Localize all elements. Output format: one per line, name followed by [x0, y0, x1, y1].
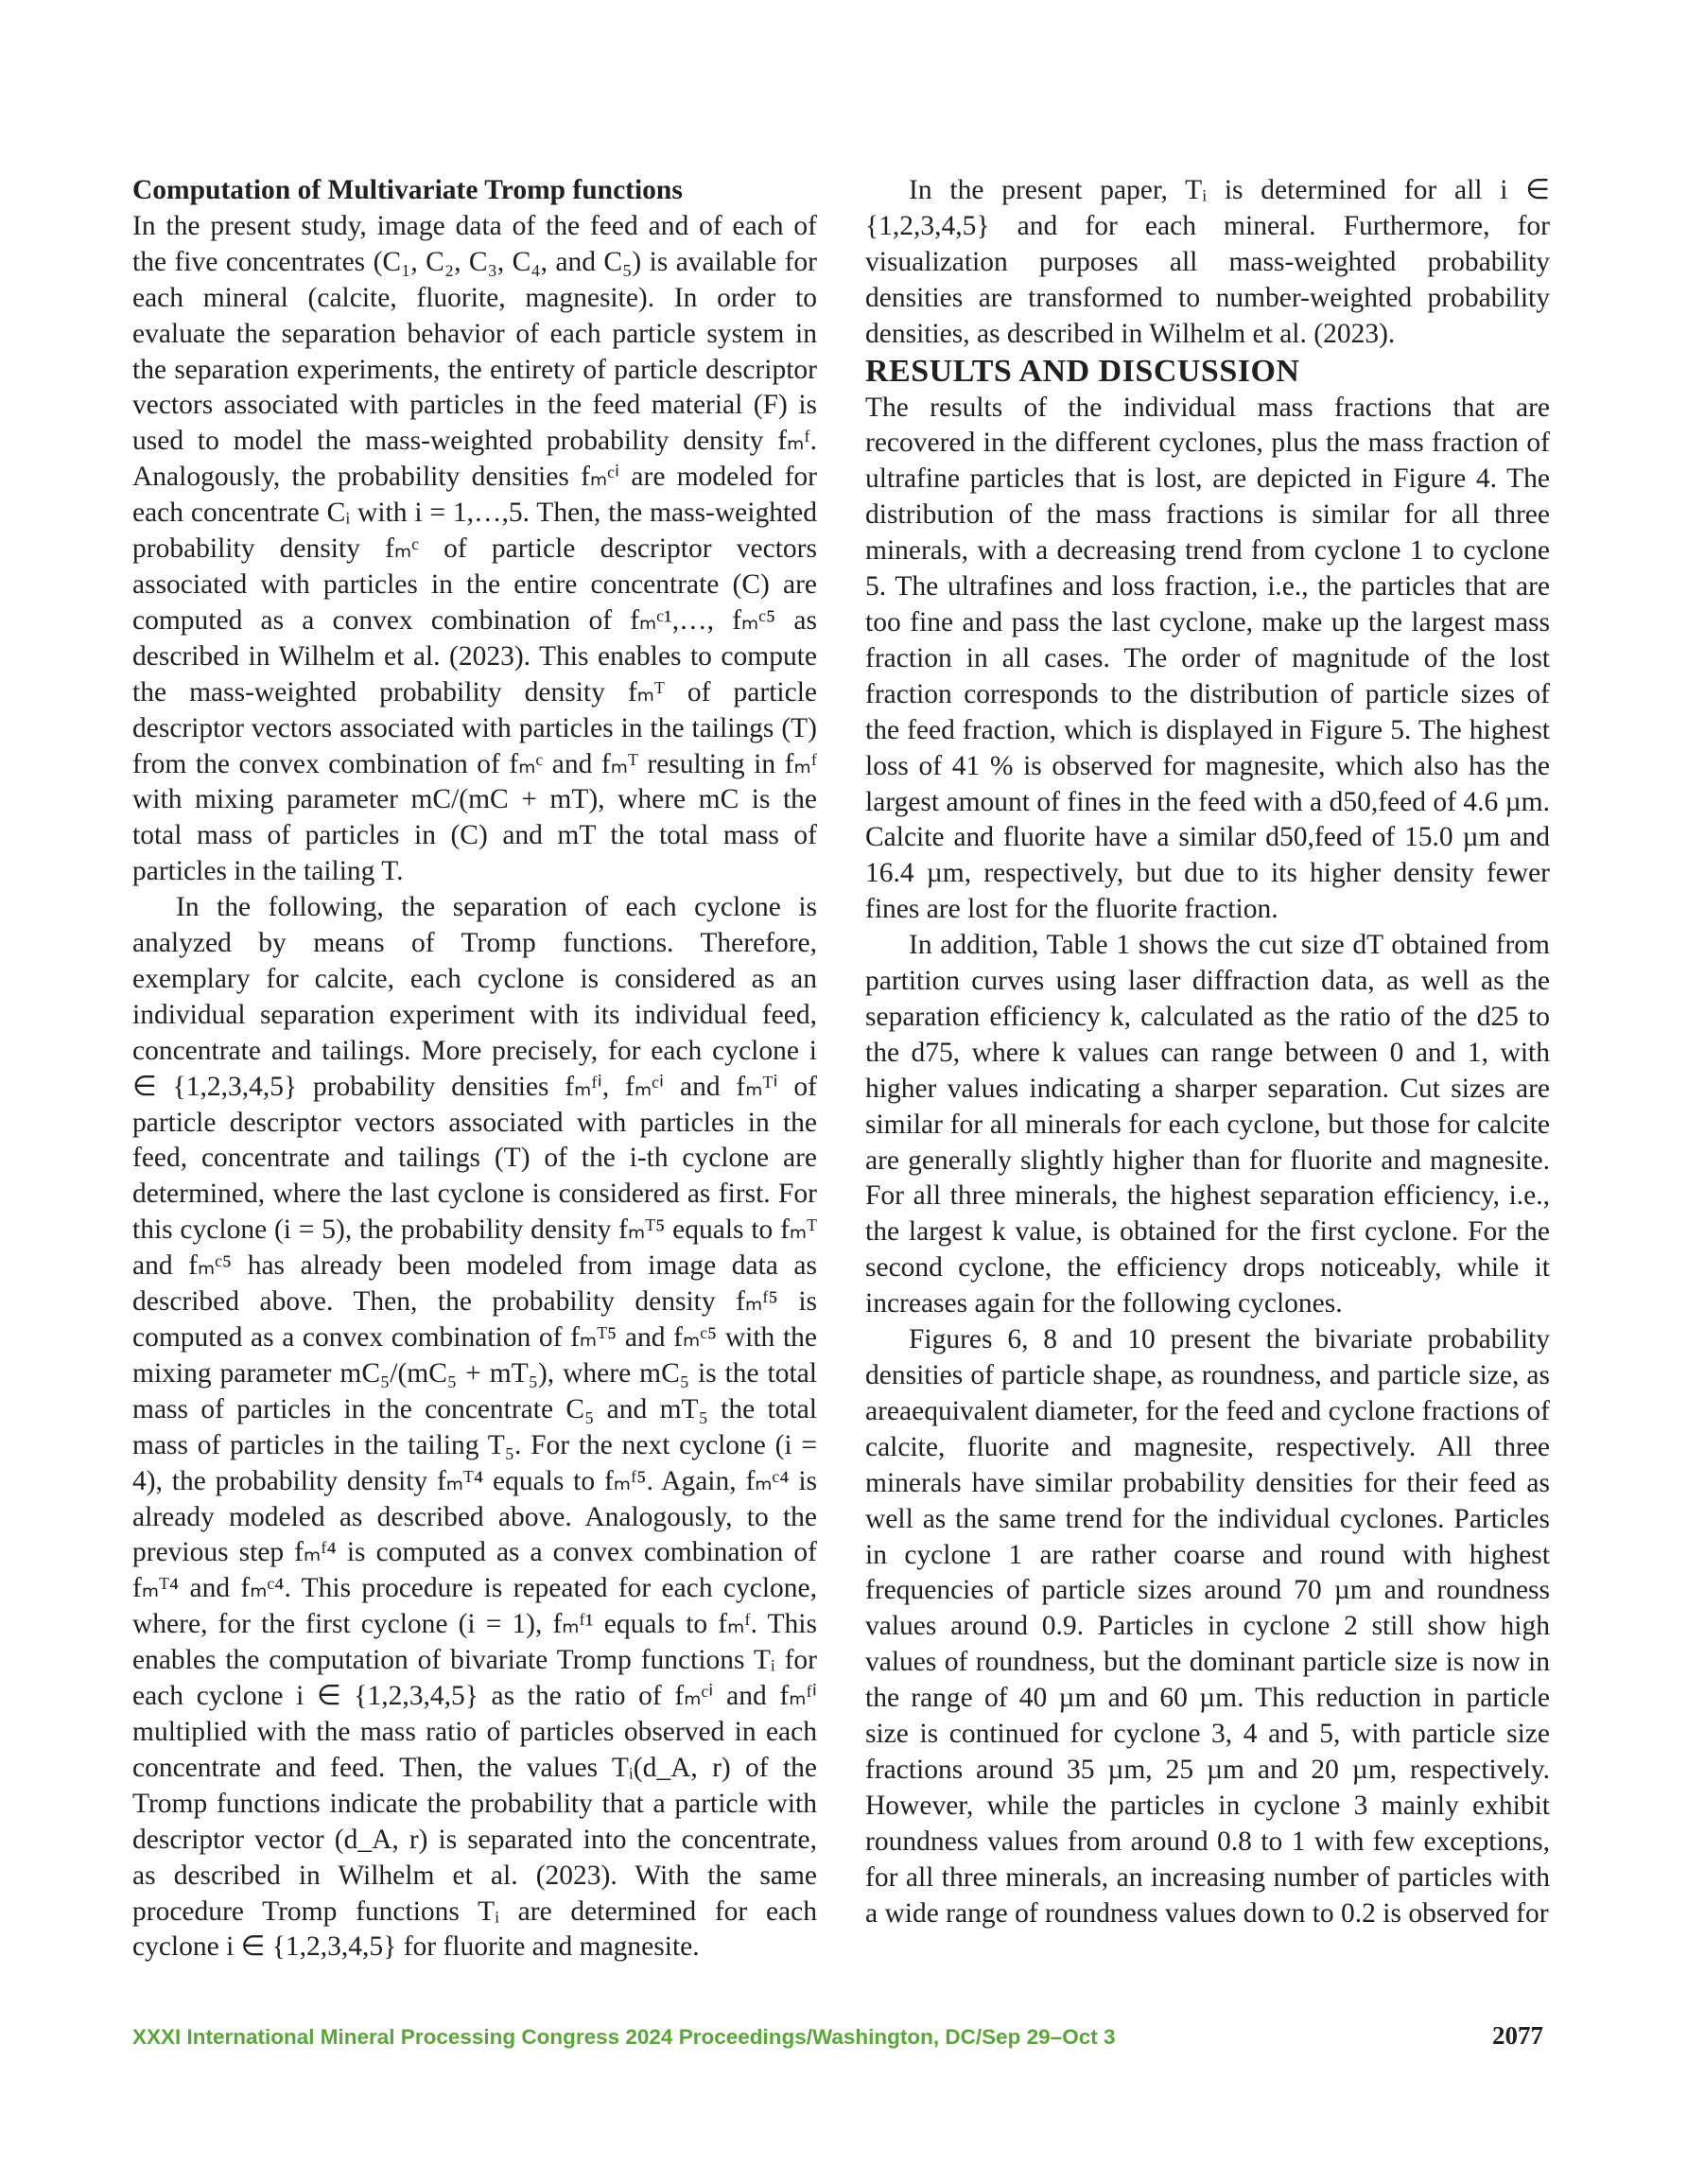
left-column — [132, 173, 817, 1966]
body-paragraph: In addition, Table 1 shows the cut size dT obtained from partition curves using laser diffraction data, as well as the separation efficiency k, calculated as the ratio of the d25 to the d75, where k values can range between 0 and 1, with higher values indicating a sharper separation. Cut sizes are similar for all minerals for each cyclone, but those for calcite are generally slightly higher than for fluorite and magnesite. For all three minerals, the highest separation efficiency, i.e., the largest k value, is obtained for the first cyclone. For the second cyclone, the efficiency drops noticeably, while it increases again for the following cyclones. — [865, 930, 1550, 1319]
body-paragraph: The results of the individual mass fractions that are recovered in the different cyclones, plus the mass fraction of ultrafine particles that is lost, are depicted in Figure 4. The distribution of the mass fractions is similar for all three minerals, with a decreasing trend from cyclone 1 to cyclone 5. The ultrafines and loss fraction, i.e., the particles that are too fine and pass the last cyclone, make up the largest mass fraction in all cases. The order of magnitude of the lost fraction corresponds to the distribution of particle sizes of the feed fraction, which is displayed in Figure 5. The highest loss of 41 % is observed for magnesite, which also has the largest amount of fines in the feed with a d50,feed of 4.6 µm. Calcite and fluorite have a similar d50,feed of 15.0 µm and 16.4 µm, respectively, but due to its higher density fewer fines are lost for the fluorite fraction. — [865, 392, 1550, 925]
proceedings-footer: XXXI International Mineral Processing Congress 2024 Proceedings/Washington, DC/Sep 29–Oct 3 — [132, 2025, 1116, 2049]
right-column — [865, 173, 1550, 1932]
body-paragraph: Figures 6, 8 and 10 present the bivariate probability densities of particle shape, as roundness, and particle size, as areaequivalent diameter, for the feed and cyclone fractions of calcite, fluorite and magnesite, respectively. All three minerals have similar probability densities for their feed as well as the same trend for the individual cyclones. Particles in cyclone 1 are rather coarse and round with highest frequencies of particle sizes around 70 µm and roundness values around 0.9. Particles in cyclone 2 still show high values of roundness, but the dominant particle size is now in the range of 40 µm and 60 µm. This reduction in particle size is continued for cyclone 3, 4 and 5, with particle size fractions around 35 µm, 25 µm and 20 µm, respectively. However, while the particles in cyclone 3 mainly exhibit roundness values from around 0.8 to 1 with few exceptions, for all three minerals, an increasing number of particles with a wide range of roundness values down to 0.2 is observed for — [865, 1324, 1550, 1929]
body-paragraph: In the following, the separation of each cyclone is analyzed by means of Tromp functions. Therefore, exemplary for calcite, each cyclone is considered as an individual separation experiment with its individual feed, concentrate and tailings. More precisely, for each cyclone i ∈ {1,2,3,4,5} probability densities fₘᶠⁱ, fₘᶜⁱ and fₘᵀⁱ of particle descriptor vectors associated with particles in the feed, concentrate and tailings (T) of the i-th cyclone are determined, where the last cyclone is considered as first. For this cyclone (i = 5), the probability density fₘᵀ⁵ equals to fₘᵀ and fₘᶜ⁵ has already been modeled from image data as described above. Then, the probability density fₘᶠ⁵ is computed as a convex combination of fₘᵀ⁵ and fₘᶜ⁵ with the mixing parameter mC₅/(mC₅ + mT₅), where mC₅ is the total mass of particles in the concentrate C₅ and mT₅ the total mass of particles in the tailing T₅. For the next cyclone (i = 4), the probability density fₘᵀ⁴ equals to fₘᶠ⁵. Again, fₘᶜ⁴ is already modeled as described above. Analogously, to the previous step fₘᶠ⁴ is computed as a convex combination of fₘᵀ⁴ and fₘᶜ⁴. This procedure is repeated for each cyclone, where, for the first cyclone (i = 1), fₘᶠ¹ equals to fₘᶠ. This enables the computation of bivariate Tromp functions Tᵢ for each cyclone i ∈ {1,2,3,4,5} as the ratio of fₘᶜⁱ and fₘᶠⁱ multiplied with the mass ratio of particles observed in each concentrate and feed. Then, the values Tᵢ(d_A, r) of the Tromp functions indicate the probability that a particle with descriptor vector (d_A, r) is separated into the concentrate, as described in Wilhelm et al. (2023). With the same procedure Tromp functions Tᵢ are determined for each cyclone i ∈ {1,2,3,4,5} for fluorite and magnesite. — [132, 892, 817, 1963]
page-number: 2077 — [1492, 2021, 1543, 2050]
section-subheading: Computation of Multivariate Tromp functions — [132, 175, 683, 205]
section-heading: RESULTS AND DISCUSSION — [865, 353, 1300, 389]
body-paragraph: In the present paper, Tᵢ is determined for all i ∈ {1,2,3,4,5} and for each mineral. Furthermore, for visualization purposes all mass-weighted probability densities are transformed to number-weighted probability densities, as described in Wilhelm et al. (2023). — [865, 175, 1550, 349]
body-paragraph: In the present study, image data of the feed and of each of the five concentrates (C₁, C₂, C₃, C₄, and C₅) is available for each mineral (calcite, fluorite, magnesite). In order to evaluate the separation behavior of each particle system in the separation experiments, the entirety of particle descriptor vectors associated with particles in the feed material (F) is used to model the mass-weighted probability density fₘᶠ. Analogously, the probability densities fₘᶜⁱ are modeled for each concentrate Cᵢ with i = 1,…,5. Then, the mass-weighted probability density fₘᶜ of particle descriptor vectors associated with particles in the entire concentrate (C) are computed as a convex combination of fₘᶜ¹,…, fₘᶜ⁵ as described in Wilhelm et al. (2023). This enables to compute the mass-weighted probability density fₘᵀ of particle descriptor vectors associated with particles in the tailings (T) from the convex combination of fₘᶜ and fₘᵀ resulting in fₘᶠ with mixing parameter mC/(mC + mT), where mC is the total mass of particles in (C) and mT the total mass of particles in the tailing T. — [132, 210, 817, 887]
